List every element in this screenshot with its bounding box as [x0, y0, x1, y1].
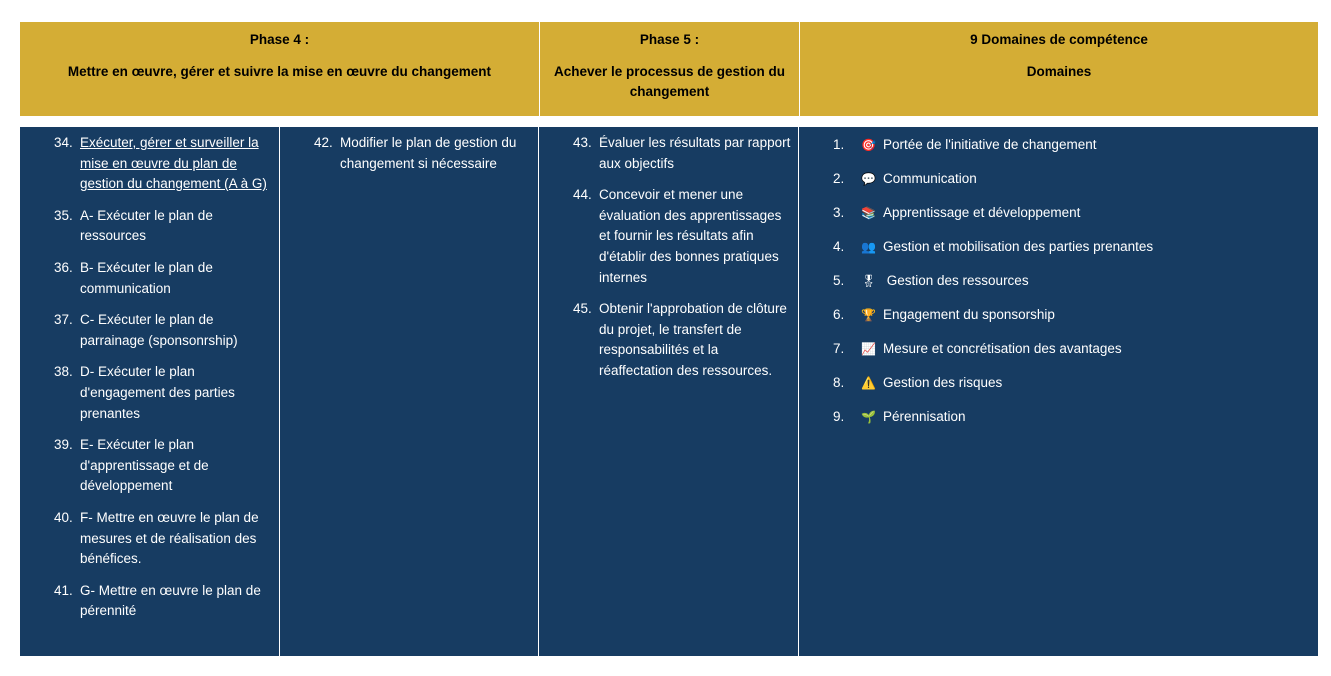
table-header-row	[20, 22, 1318, 116]
list-item	[54, 435, 273, 497]
phase5-steps-column	[538, 127, 798, 656]
domains-title: 9 Domaines de compétence	[970, 32, 1148, 47]
list-item	[54, 258, 273, 299]
domain-number: 4.	[833, 238, 845, 254]
step-number: 36.	[54, 259, 73, 275]
list-item	[54, 581, 273, 622]
step-text: Obtenir l'approbation de clôture du projet, le transfert de responsabilités et la réaffectation des ressources.	[599, 301, 787, 378]
domain-label: Pérennisation	[883, 408, 966, 424]
domain-label: Apprentissage et développement	[883, 204, 1081, 220]
table-body-row	[20, 127, 1318, 656]
domain-item	[833, 169, 1308, 189]
domains-column	[798, 127, 1318, 656]
domain-label: Gestion et mobilisation des parties prenantes	[883, 238, 1154, 254]
step-text: A- Exécuter le plan de ressources	[80, 207, 213, 244]
list-item	[573, 299, 792, 381]
list-item	[314, 133, 532, 174]
list-item	[573, 185, 792, 288]
domain-label: Gestion des risques	[883, 374, 1003, 390]
domain-number: 5.	[833, 272, 845, 288]
step-number: 40.	[54, 509, 73, 525]
step-text: Concevoir et mener une évaluation des apprentissages et fournir les résultats afin d'établir des bonnes pratiques internes	[599, 187, 782, 285]
step-text: Modifier le plan de gestion du changement si nécessaire	[340, 135, 517, 171]
domain-number: 6.	[833, 306, 845, 322]
domain-number: 9.	[833, 408, 845, 424]
domain-item	[833, 135, 1308, 155]
target-icon: 🎯	[861, 138, 876, 152]
step-text: C- Exécuter le plan de parrainage (sponsonrship)	[80, 312, 238, 348]
domain-label: Engagement du sponsorship	[883, 306, 1055, 322]
domain-item	[833, 237, 1308, 257]
domain-label: Communication	[883, 170, 977, 186]
domains-header	[799, 22, 1318, 116]
step-text: D- Exécuter le plan d'engagement des parties prenantes	[80, 364, 235, 421]
list-item	[54, 206, 273, 247]
step-number: 41.	[54, 582, 73, 598]
step-text: Évaluer les résultats par rapport aux objectifs	[599, 135, 791, 171]
domain-item	[833, 373, 1308, 393]
list-item	[573, 133, 792, 174]
trophy-icon: 🏆	[861, 308, 876, 322]
step-number: 34.	[54, 135, 73, 150]
domain-label: Portée de l'initiative de changement	[883, 136, 1097, 152]
domain-number: 2.	[833, 170, 845, 186]
books-icon: 📚	[861, 206, 876, 220]
domain-number: 7.	[833, 340, 845, 356]
domain-item	[833, 203, 1308, 223]
phase4-header	[20, 22, 539, 116]
phase4-subtitle: Mettre en œuvre, gérer et suivre la mise en œuvre du changement	[67, 64, 492, 79]
seedling-icon: 🌱	[861, 410, 876, 424]
step-text: G- Mettre en œuvre le plan de pérennité	[80, 582, 261, 619]
step-text-link[interactable]: Exécuter, gérer et surveiller la mise en œuvre du plan de gestion du changement (A à G)	[80, 135, 267, 192]
step-text: E- Exécuter le plan d'apprentissage et de développement	[80, 437, 209, 494]
step-number: 43.	[573, 135, 592, 150]
phase5-title: Phase 5 :	[639, 32, 700, 47]
domain-number: 3.	[833, 204, 845, 220]
step-number: 42.	[314, 135, 333, 150]
domain-number: 8.	[833, 374, 845, 390]
step-text: F- Mettre en œuvre le plan de mesures et de réalisation des bénéfices.	[80, 509, 259, 567]
step-number: 44.	[573, 187, 592, 203]
domain-item	[833, 305, 1308, 325]
domain-label: Gestion des ressources	[883, 272, 1029, 288]
phase4-steps-column-2	[279, 127, 538, 656]
step-number: 37.	[54, 312, 73, 328]
medal-icon: 🎖	[861, 274, 877, 288]
domain-item	[833, 271, 1308, 291]
step-number: 39.	[54, 437, 73, 453]
phase4-title: Phase 4 :	[249, 32, 310, 47]
step-number: 38.	[54, 364, 73, 380]
domain-number: 1.	[833, 136, 845, 152]
step-text: B- Exécuter le plan de communication	[80, 259, 213, 296]
speech-bubble-icon: 💬	[861, 172, 876, 186]
phase5-subtitle: Achever le processus de gestion du changement	[553, 64, 786, 99]
phase5-header	[539, 22, 799, 116]
people-icon: 👥	[861, 240, 876, 254]
step-number: 45.	[573, 301, 592, 317]
list-item	[54, 362, 273, 424]
domains-subtitle: Domaines	[1026, 64, 1092, 79]
chart-increasing-icon: 📈	[861, 342, 876, 356]
domain-item	[833, 339, 1308, 359]
domain-item	[833, 407, 1308, 427]
phase4-steps-column-1	[20, 127, 279, 656]
list-item	[54, 310, 273, 351]
list-item	[54, 133, 273, 195]
domain-label: Mesure et concrétisation des avantages	[883, 340, 1122, 356]
warning-icon: ⚠️	[861, 376, 876, 390]
step-number: 35.	[54, 207, 73, 223]
list-item	[54, 508, 273, 570]
